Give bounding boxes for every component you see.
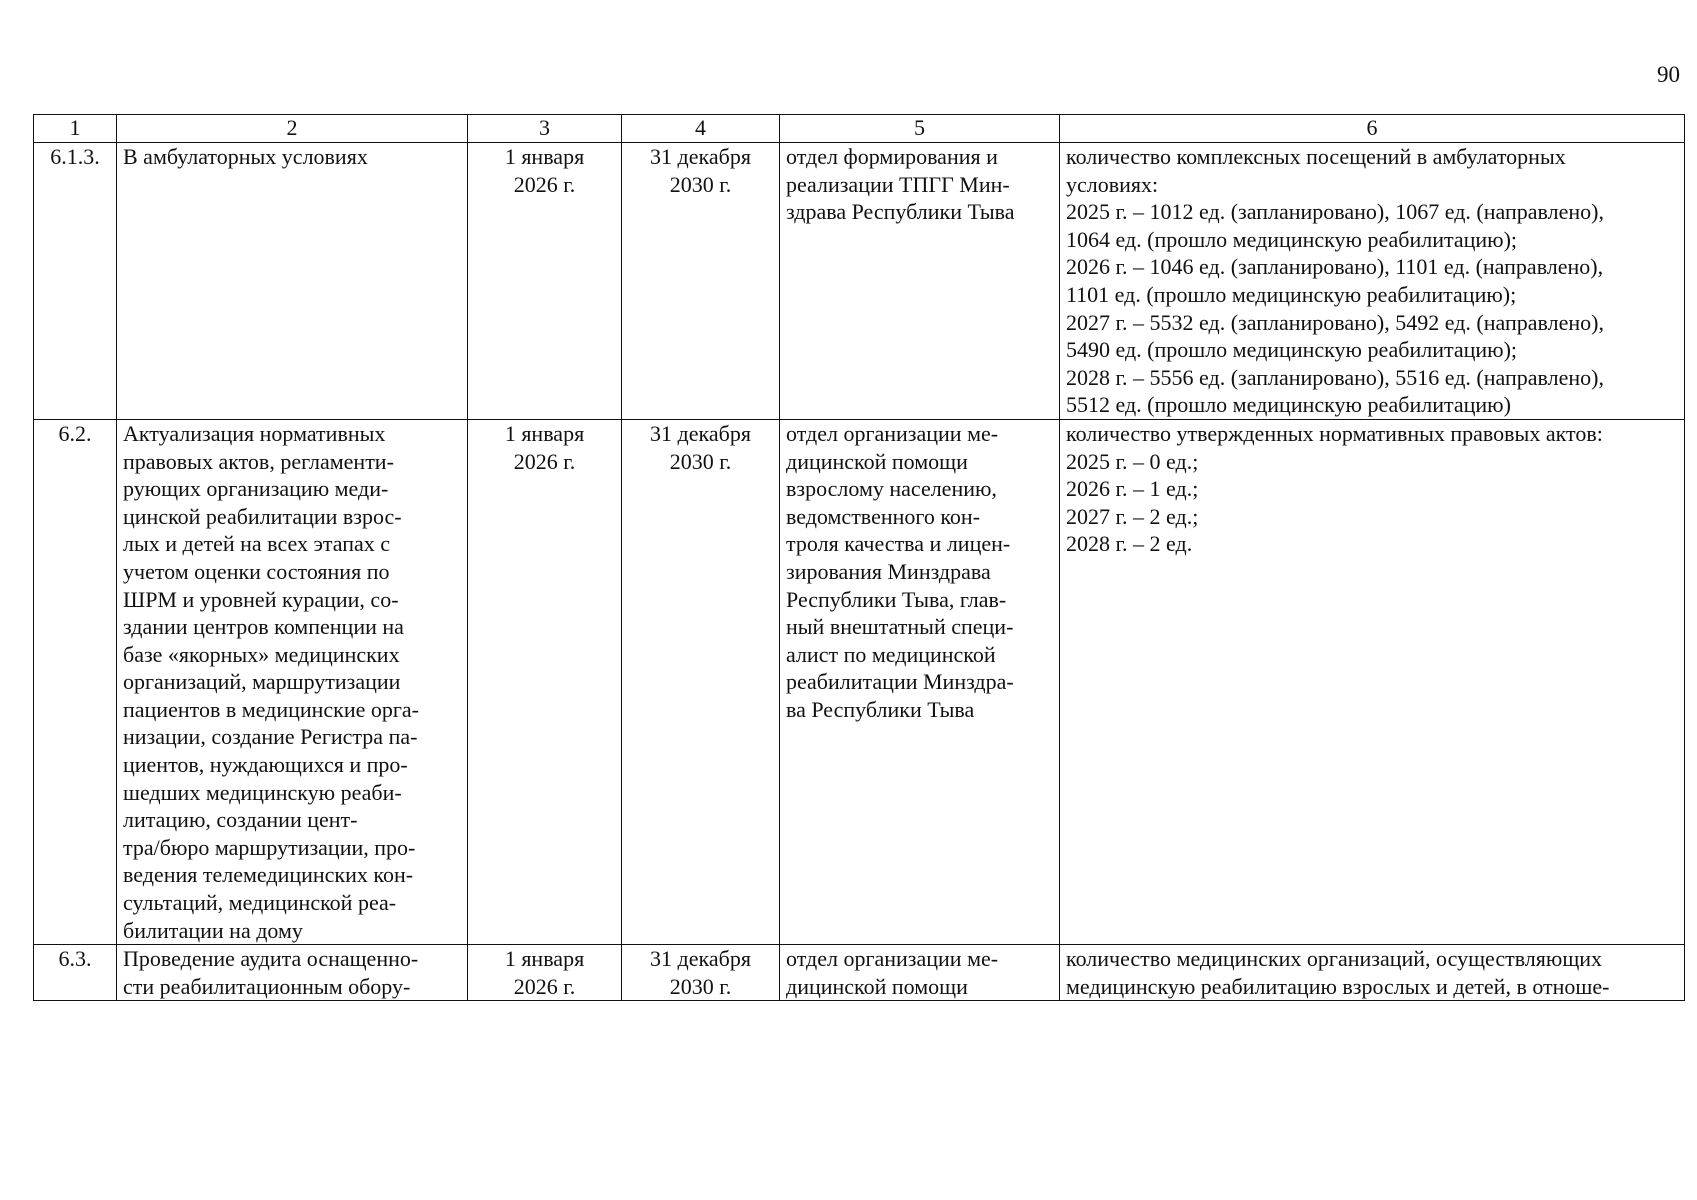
responsible-cell [780,143,1060,420]
result-indicator-line: 5490 ед. (прошло медицинскую реабилитацию); [1066,337,1518,363]
responsible-line: ва Республики Тыва [786,696,975,722]
start-date-cell [468,419,622,944]
responsible-line: отдел формирования и [786,144,998,169]
result-indicator-line: 2027 г. – 5532 ед. (запланировано), 5492 ед. (направлено), [1066,309,1604,335]
table-body [34,143,1685,1001]
plan-table [33,114,1685,1001]
responsible-line: реабилитации Минздра- [786,669,1014,695]
table-row [34,945,1685,1001]
responsible-line: отдел организации ме- [786,420,999,446]
responsible-line: ный внештатный специ- [786,614,1014,640]
start-date-line: 2026 г. [513,973,576,999]
measure-name-cell [117,945,468,1001]
result-indicator-line: 2025 г. – 0 ед.; [1066,448,1199,474]
end-date-cell [622,419,780,944]
result-indicator-line: 1101 ед. (прошло медицинскую реабилитацию); [1066,281,1517,307]
measure-name-line: литацию, создании цент- [123,807,358,833]
responsible-line: зирования Минздрава [786,558,991,584]
start-date-line: 1 января [504,946,585,972]
page-number: 90 [1657,62,1680,87]
result-indicator-line: количество комплексных посещений в амбулаторных [1066,144,1566,169]
column-number-4: 4 [622,115,780,143]
measure-name-line: сультаций, медицинской реа- [123,890,397,916]
end-date-line: 2030 г. [669,973,732,999]
measure-name-line: базе «якорных» медицинских [123,641,400,667]
responsible-line: ведомственного кон- [786,503,981,529]
end-date-line: 2030 г. [669,171,732,197]
measure-name-line: тра/бюро маршрутизации, про- [123,834,416,860]
measure-name-cell [117,143,468,420]
measure-name-line: учетом оценки состояния по [123,558,390,584]
responsible-cell [780,419,1060,944]
column-number-1: 1 [34,115,117,143]
result-indicator-line: количество медицинских организаций, осуществляющих [1066,946,1603,972]
start-date-cell [468,143,622,420]
result-indicator-line: 2028 г. – 5556 ед. (запланировано), 5516 ед. (направлено), [1066,364,1604,390]
end-date-line: 2030 г. [669,448,732,474]
result-indicator-line: 2026 г. – 1046 ед. (запланировано), 1101 ед. (направлено), [1066,254,1604,280]
measure-name-line: циентов, нуждающихся и про- [123,752,408,778]
responsible-line: здрава Республики Тыва [786,199,1015,225]
result-indicator-cell [1060,419,1685,944]
column-number-6: 6 [1060,115,1685,143]
start-date-line: 2026 г. [513,171,576,197]
responsible-line: троля качества и лицен- [786,531,1011,557]
measure-name-line: правовых актов, регламенти- [123,448,394,474]
row-number-cell: 6.1.3. [34,143,117,420]
result-indicator-line: условиях: [1066,171,1159,197]
result-indicator-line: 1064 ед. (прошло медицинскую реабилитацию); [1066,226,1518,252]
result-indicator-cell [1060,945,1685,1001]
end-date-cell [622,143,780,420]
measure-name-cell [117,419,468,944]
row-number-cell: 6.3. [34,945,117,1001]
measure-name-line: пациентов в медицинские орга- [123,696,420,722]
result-indicator-cell [1060,143,1685,420]
result-indicator-line: медицинскую реабилитацию взрослых и детей, в отноше- [1066,973,1610,999]
table-row [34,419,1685,944]
column-number-5: 5 [780,115,1060,143]
row-number-cell: 6.2. [34,419,117,944]
start-date-line: 1 января [504,420,585,446]
end-date-line: 31 декабря [650,946,751,972]
result-indicator-line: 2026 г. – 1 ед.; [1066,476,1199,502]
start-date-line: 1 января [504,144,585,169]
result-indicator-line: 2027 г. – 2 ед.; [1066,503,1199,529]
responsible-line: взрослому населению, [786,476,997,502]
responsible-cell [780,945,1060,1001]
measure-name-line: В амбулаторных условиях [123,144,368,169]
end-date-line: 31 декабря [650,144,751,169]
measure-name-line: организаций, маршрутизации [123,669,401,695]
responsible-line: Республики Тыва, глав- [786,586,1007,612]
result-indicator-line: количество утвержденных нормативных правовых актов: [1066,420,1603,446]
column-number-2: 2 [117,115,468,143]
measure-name-line: ведения телемедицинских кон- [123,862,414,888]
column-number-3: 3 [468,115,622,143]
responsible-line: алист по медицинской [786,641,996,667]
measure-name-line: билитации на дому [123,917,303,943]
responsible-line: отдел организации ме- [786,946,999,972]
measure-name-line: здании центров компенции на [123,614,404,640]
measure-name-line: низации, создание Регистра па- [123,724,418,750]
result-indicator-line: 2025 г. – 1012 ед. (запланировано), 1067 ед. (направлено), [1066,199,1604,225]
start-date-cell [468,945,622,1001]
measure-name-line: рующих организацию меди- [123,476,389,502]
measure-name-line: Актуализация нормативных [123,420,386,446]
end-date-line: 31 декабря [650,420,751,446]
measure-name-line: ШРМ и уровней курации, со- [123,586,399,612]
measure-name-line: сти реабилитационным обору- [123,973,411,999]
responsible-line: дицинской помощи [786,973,968,999]
responsible-line: реализации ТПГГ Мин- [786,171,1010,197]
responsible-line: дицинской помощи [786,448,968,474]
measure-name-line: шедших медицинскую реаби- [123,779,402,805]
column-number-row [34,115,1685,143]
result-indicator-line: 5512 ед. (прошло медицинскую реабилитацию) [1066,392,1511,418]
measure-name-line: Проведение аудита оснащенно- [123,946,419,972]
measure-name-line: цинской реабилитации взрос- [123,503,402,529]
start-date-line: 2026 г. [513,448,576,474]
end-date-cell [622,945,780,1001]
table-row [34,143,1685,420]
result-indicator-line: 2028 г. – 2 ед. [1066,531,1193,557]
measure-name-line: лых и детей на всех этапах с [123,531,391,557]
